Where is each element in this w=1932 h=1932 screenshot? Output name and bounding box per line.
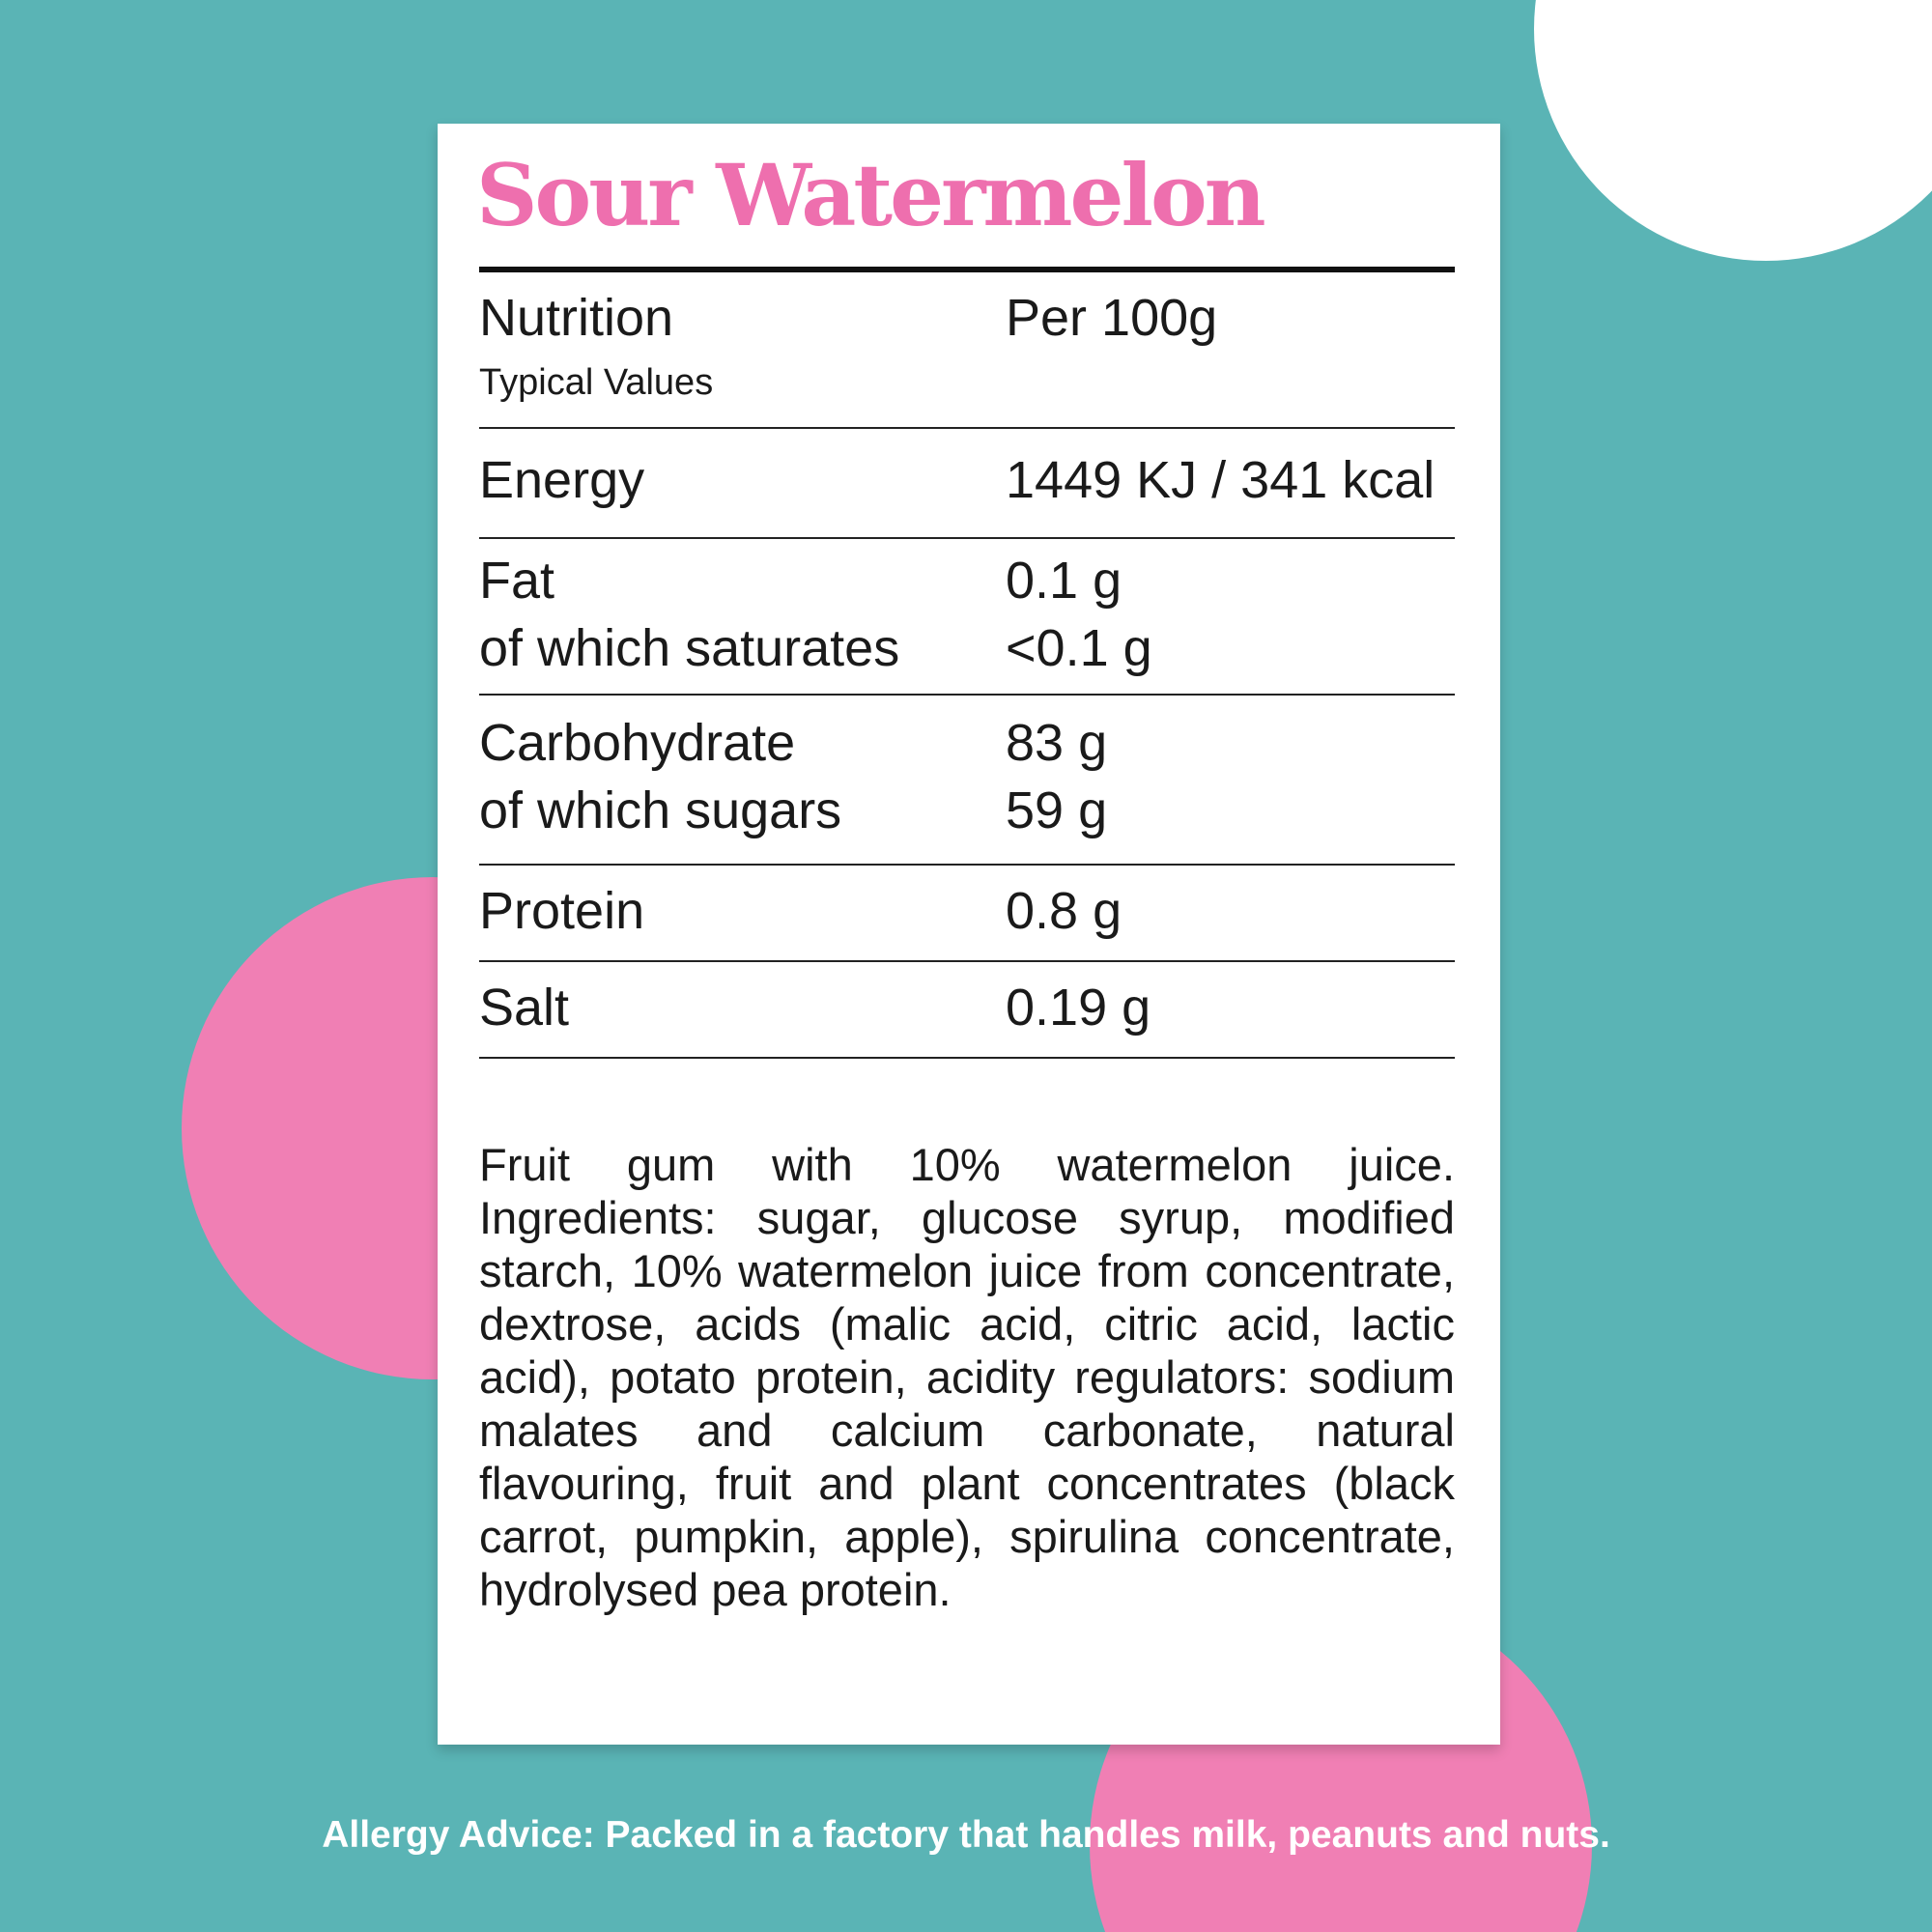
protein-label: Protein xyxy=(479,882,645,940)
product-title: Sour Watermelon xyxy=(476,145,1264,245)
energy-value: 1449 KJ / 341 kcal xyxy=(1006,451,1435,509)
nutrition-label-card xyxy=(438,124,1500,1745)
fat-value: 0.1 g xyxy=(1006,552,1122,610)
table-row-carbohydrate xyxy=(479,696,1455,866)
energy-label: Energy xyxy=(479,451,645,509)
sugars-label: of which sugars xyxy=(479,781,842,839)
header-label: Nutrition xyxy=(479,289,674,347)
salt-label: Salt xyxy=(479,979,570,1037)
salt-value: 0.19 g xyxy=(1006,979,1151,1037)
table-header-row xyxy=(479,272,1455,429)
protein-value: 0.8 g xyxy=(1006,882,1122,940)
ingredients-text: Fruit gum with 10% watermelon juice. Ingredients: sugar, glucose syrup, modified starch, 10% watermelon juice from concentrate, dextrose, acids (malic acid, citric acid, lactic acid), potato protein, acidity regulators: sodium malates and calcium carbonate, natural flavouring, fruit and plant concentrates (black carrot, pumpkin, apple), spirulina concentrate, hydrolysed pea protein. xyxy=(479,1139,1455,1615)
saturates-value: <0.1 g xyxy=(1006,619,1152,677)
saturates-label: of which saturates xyxy=(479,619,900,677)
carbohydrate-value: 83 g xyxy=(1006,714,1108,772)
sugars-value: 59 g xyxy=(1006,781,1108,839)
header-value: Per 100g xyxy=(1006,289,1218,347)
allergy-advice: Allergy Advice: Packed in a factory that handles milk, peanuts and nuts. xyxy=(322,1814,1610,1856)
carbohydrate-label: Carbohydrate xyxy=(479,714,796,772)
table-row-protein xyxy=(479,866,1455,962)
table-row-salt xyxy=(479,962,1455,1059)
nutrition-table xyxy=(479,267,1455,1059)
fat-label: Fat xyxy=(479,552,555,610)
table-row-energy xyxy=(479,429,1455,539)
table-row-fat xyxy=(479,539,1455,696)
decorative-white-circle xyxy=(1534,0,1932,261)
header-sub-label: Typical Values xyxy=(479,362,714,403)
